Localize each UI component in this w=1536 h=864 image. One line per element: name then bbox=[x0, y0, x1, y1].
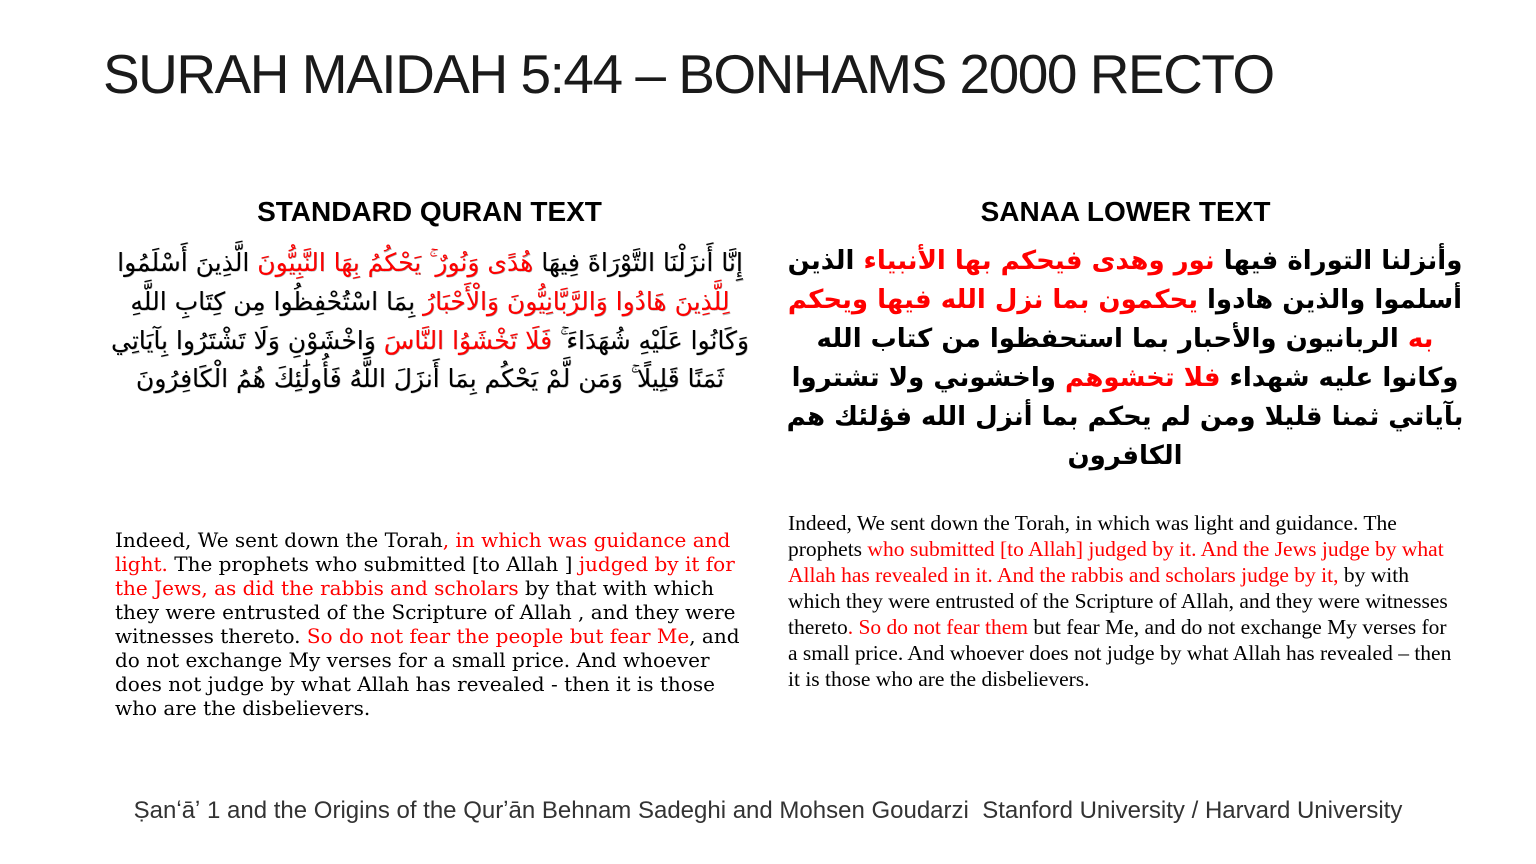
text-segment-red: So do not fear the people but fear Me bbox=[306, 624, 690, 648]
text-segment-black: وأنزلنا التوراة فيها bbox=[1214, 246, 1463, 276]
slide-title: SURAH MAIDAH 5:44 – BONHAMS 2000 RECTO bbox=[103, 43, 1274, 105]
text-segment-red: يحكمون بما نزل الله فيها ويحكم به bbox=[787, 285, 1434, 354]
text-segment-red: . So do not fear them bbox=[847, 615, 1034, 639]
text-segment-black: إِنَّا أَنزَلْنَا التَّوْرَاةَ فِيهَا bbox=[533, 248, 743, 277]
standard-quran-column-header: STANDARD QURAN TEXT bbox=[257, 196, 602, 227]
text-segment-red: هُدًى وَنُورٌ ۚ يَحْكُمُ بِهَا النَّبِيُّونَ bbox=[249, 248, 534, 277]
text-segment-red: judged by it for the Jews, as did the rabbis and scholars bbox=[115, 552, 735, 600]
text-segment-black: Indeed, We sent down the Torah, in which was light and guidance. The prophets bbox=[788, 511, 1397, 561]
standard-quran-arabic-text bbox=[110, 244, 750, 399]
text-segment-red: نور وهدى فيحكم بها الأنبياء bbox=[854, 246, 1215, 276]
text-segment-black: الَّذِينَ أَسْلَمُوا bbox=[117, 248, 250, 277]
text-segment-black: by with which they were entrusted of the Scripture of Allah, and they were witnesses thereto bbox=[788, 563, 1448, 639]
sanaa-lower-english-translation bbox=[788, 510, 1460, 692]
text-segment-red: لِلَّذِينَ هَادُوا وَالرَّبَّانِيُّونَ وَالْأَحْبَارُ bbox=[415, 286, 730, 316]
sanaa-lower-column-header: SANAA LOWER TEXT bbox=[980, 196, 1271, 227]
text-segment-red: فلا تخشوهم bbox=[1055, 363, 1221, 393]
sanaa-lower-arabic-text bbox=[785, 242, 1465, 476]
text-segment-black: The prophets who submitted [to Allah ] bbox=[167, 552, 579, 576]
text-segment-black: , and do not exchange My verses for a small price. And whoever does not judge by what Allah has revealed - then it is those who are the disbelievers. bbox=[115, 624, 740, 720]
text-segment-black: Indeed, We sent down the Torah bbox=[115, 528, 443, 552]
text-segment-red: who submitted [to Allah] judged by it. And the Jews judge by what Allah has revealed in it. And the rabbis and scholars judge by it, bbox=[788, 537, 1444, 587]
text-segment-black: واخشوني ولا تشتروا بآياتي ثمنا قليلا ومن لم يحكم بما أنزل الله فؤلئك هم الكافرون bbox=[786, 363, 1464, 471]
text-segment-black: but fear Me, and do not exchange My verses for a small price. And whoever does not judge by what Allah has revealed – then it is those who are the disbelievers. bbox=[788, 615, 1452, 691]
footer-credit: Ṣanʻāʼ 1 and the Origins of the Qurʼān Behnam Sadeghi and Mohsen Goudarzi Stanford University / Harvard University bbox=[133, 797, 1403, 824]
text-segment-black: وَاخْشَوْنِ وَلَا تَشْتَرُوا بِآيَاتِي ثَمَنًا قَلِيلًا ۚ وَمَن لَّمْ يَحْكُم بِمَا أَنزَلَ اللَّهُ فَأُولَٰئِكَ هُمُ الْكَافِرُونَ bbox=[111, 325, 725, 394]
text-segment-red: فَلَا تَخْشَوُا النَّاسَ bbox=[375, 325, 553, 355]
text-segment-black: الذين أسلموا والذين هادوا bbox=[787, 246, 1463, 315]
text-segment-black: by that with which they were entrusted of the Scripture of Allah , and they were witnesses thereto. bbox=[115, 576, 736, 648]
text-segment-black: بِمَا اسْتُحْفِظُوا مِن كِتَابِ اللَّهِ وَكَانُوا عَلَيْهِ شُهَدَاءَ ۚ bbox=[130, 286, 749, 355]
standard-quran-english-translation bbox=[115, 528, 750, 720]
text-segment-red: , in which was guidance and light. bbox=[115, 528, 731, 576]
text-segment-black: الربانيون والأحبار بما استحفظوا من كتاب الله وكانوا عليه شهداء bbox=[816, 324, 1459, 393]
